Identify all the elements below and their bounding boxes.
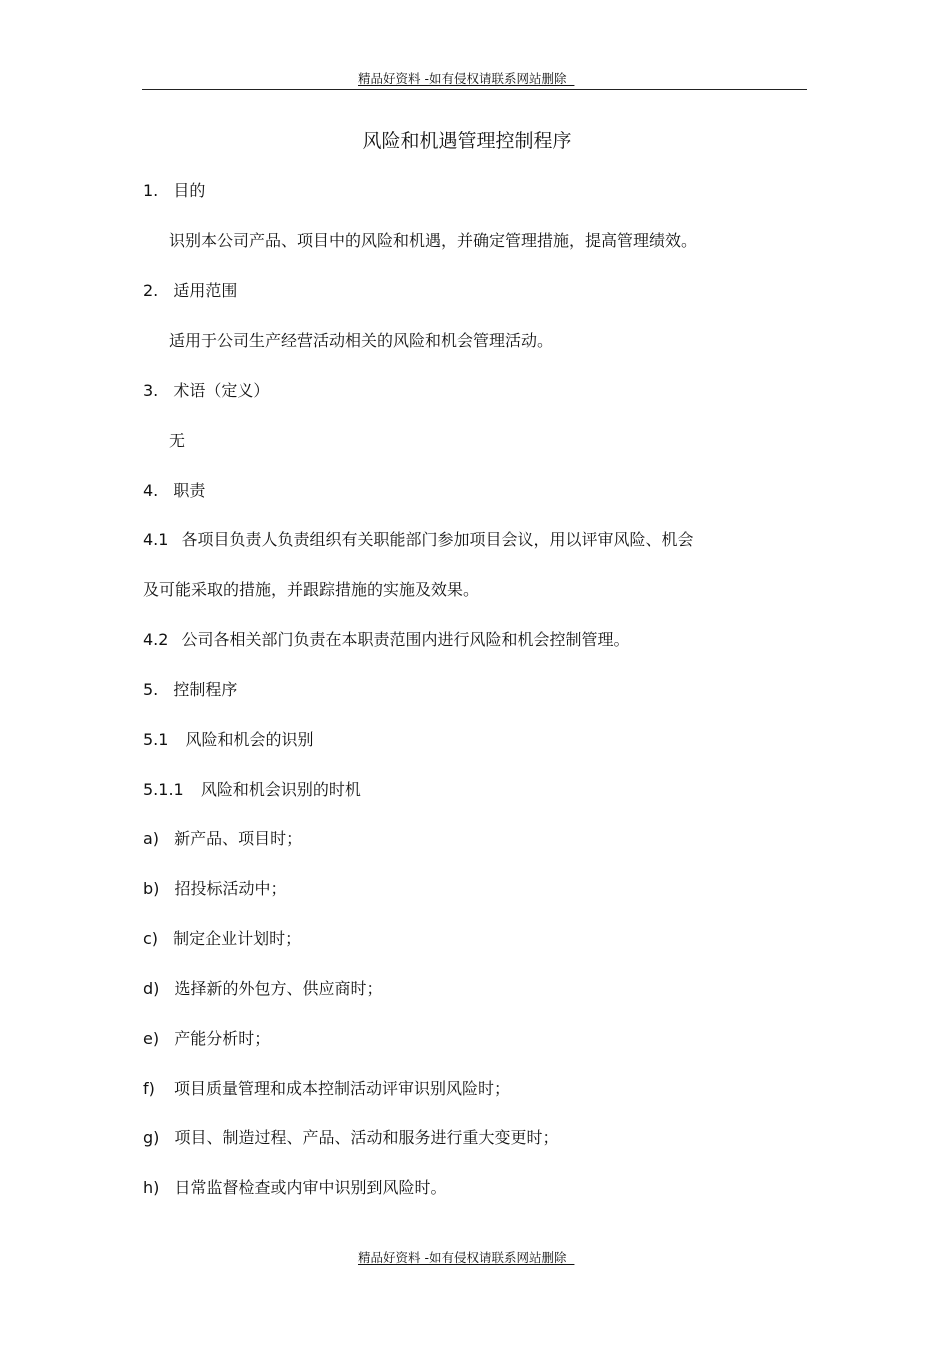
list-item-text: 项目质量管理和成本控制活动评审识别风险时； [173,1079,510,1098]
list-item-label: h) [143,1178,160,1197]
section-text: 公司各相关部门负责在本职责范围内进行风险和机会控制管理。 [181,630,630,649]
list-item-text: 产能分析时； [174,1029,271,1048]
header-watermark: 精品好资料 -如有侵权请联系网站删除 [358,71,575,86]
list-item [143,929,301,949]
section-2-heading [143,281,237,301]
list-item [143,1128,559,1148]
section-4-1-continued: 及可能采取的措施，并跟踪措施的实施及效果。 [143,580,480,599]
header-rule [142,89,807,90]
section-number: 3. [143,381,159,400]
section-text: 各项目负责人负责组织有关职能部门参加项目会议，用以评审风险、机会 [181,530,694,549]
list-item-text: 选择新的外包方、供应商时； [174,979,383,998]
section-number: 5. [143,680,159,699]
list-item [143,879,287,899]
section-number: 5.1 [143,730,169,749]
section-title: 职责 [173,481,206,500]
section-number: 4.2 [143,630,169,649]
list-item-label: g) [143,1128,160,1147]
section-5-heading [143,680,237,700]
list-item-text: 招投标活动中； [174,879,287,898]
section-number: 1. [143,181,159,200]
list-item-text: 新产品、项目时； [174,829,303,848]
section-4-2 [143,630,630,650]
list-item-label: d) [143,979,160,998]
section-1-heading [143,181,205,201]
section-5-1 [143,730,314,750]
list-item-label: c) [143,929,159,948]
list-item-label: b) [143,879,160,898]
section-title: 控制程序 [173,680,238,699]
section-3-heading [143,381,269,401]
list-item-label: a) [143,829,160,848]
section-title: 适用范围 [173,281,238,300]
list-item [143,1029,270,1049]
list-item-text: 制定企业计划时； [173,929,302,948]
list-item [143,1079,510,1099]
list-item-label: e) [143,1029,160,1048]
section-number: 4.1 [143,530,169,549]
list-item [143,1178,447,1198]
section-1-text: 识别本公司产品、项目中的风险和机遇，并确定管理措施，提高管理绩效。 [169,231,698,250]
section-title: 术语（定义） [173,381,270,400]
list-item [143,979,383,999]
list-item-text: 项目、制造过程、产品、活动和服务进行重大变更时； [174,1128,559,1147]
section-text: 风险和机会识别的时机 [200,780,361,799]
section-text: 风险和机会的识别 [185,730,314,749]
section-4-heading [143,481,205,501]
list-item [143,829,302,849]
section-5-1-1 [143,780,361,800]
section-4-1 [143,530,694,550]
list-item-text: 日常监督检查或内审中识别到风险时。 [174,1178,447,1197]
footer-watermark: 精品好资料 -如有侵权请联系网站删除 [358,1250,575,1265]
section-title: 目的 [173,181,206,200]
document-title: 风险和机遇管理控制程序 [362,130,572,152]
section-2-text: 适用于公司生产经营活动相关的风险和机会管理活动。 [169,331,554,350]
section-3-text: 无 [169,431,186,450]
list-item-label: f) [143,1079,155,1098]
section-number: 2. [143,281,159,300]
section-number: 4. [143,481,159,500]
section-number: 5.1.1 [143,780,184,799]
